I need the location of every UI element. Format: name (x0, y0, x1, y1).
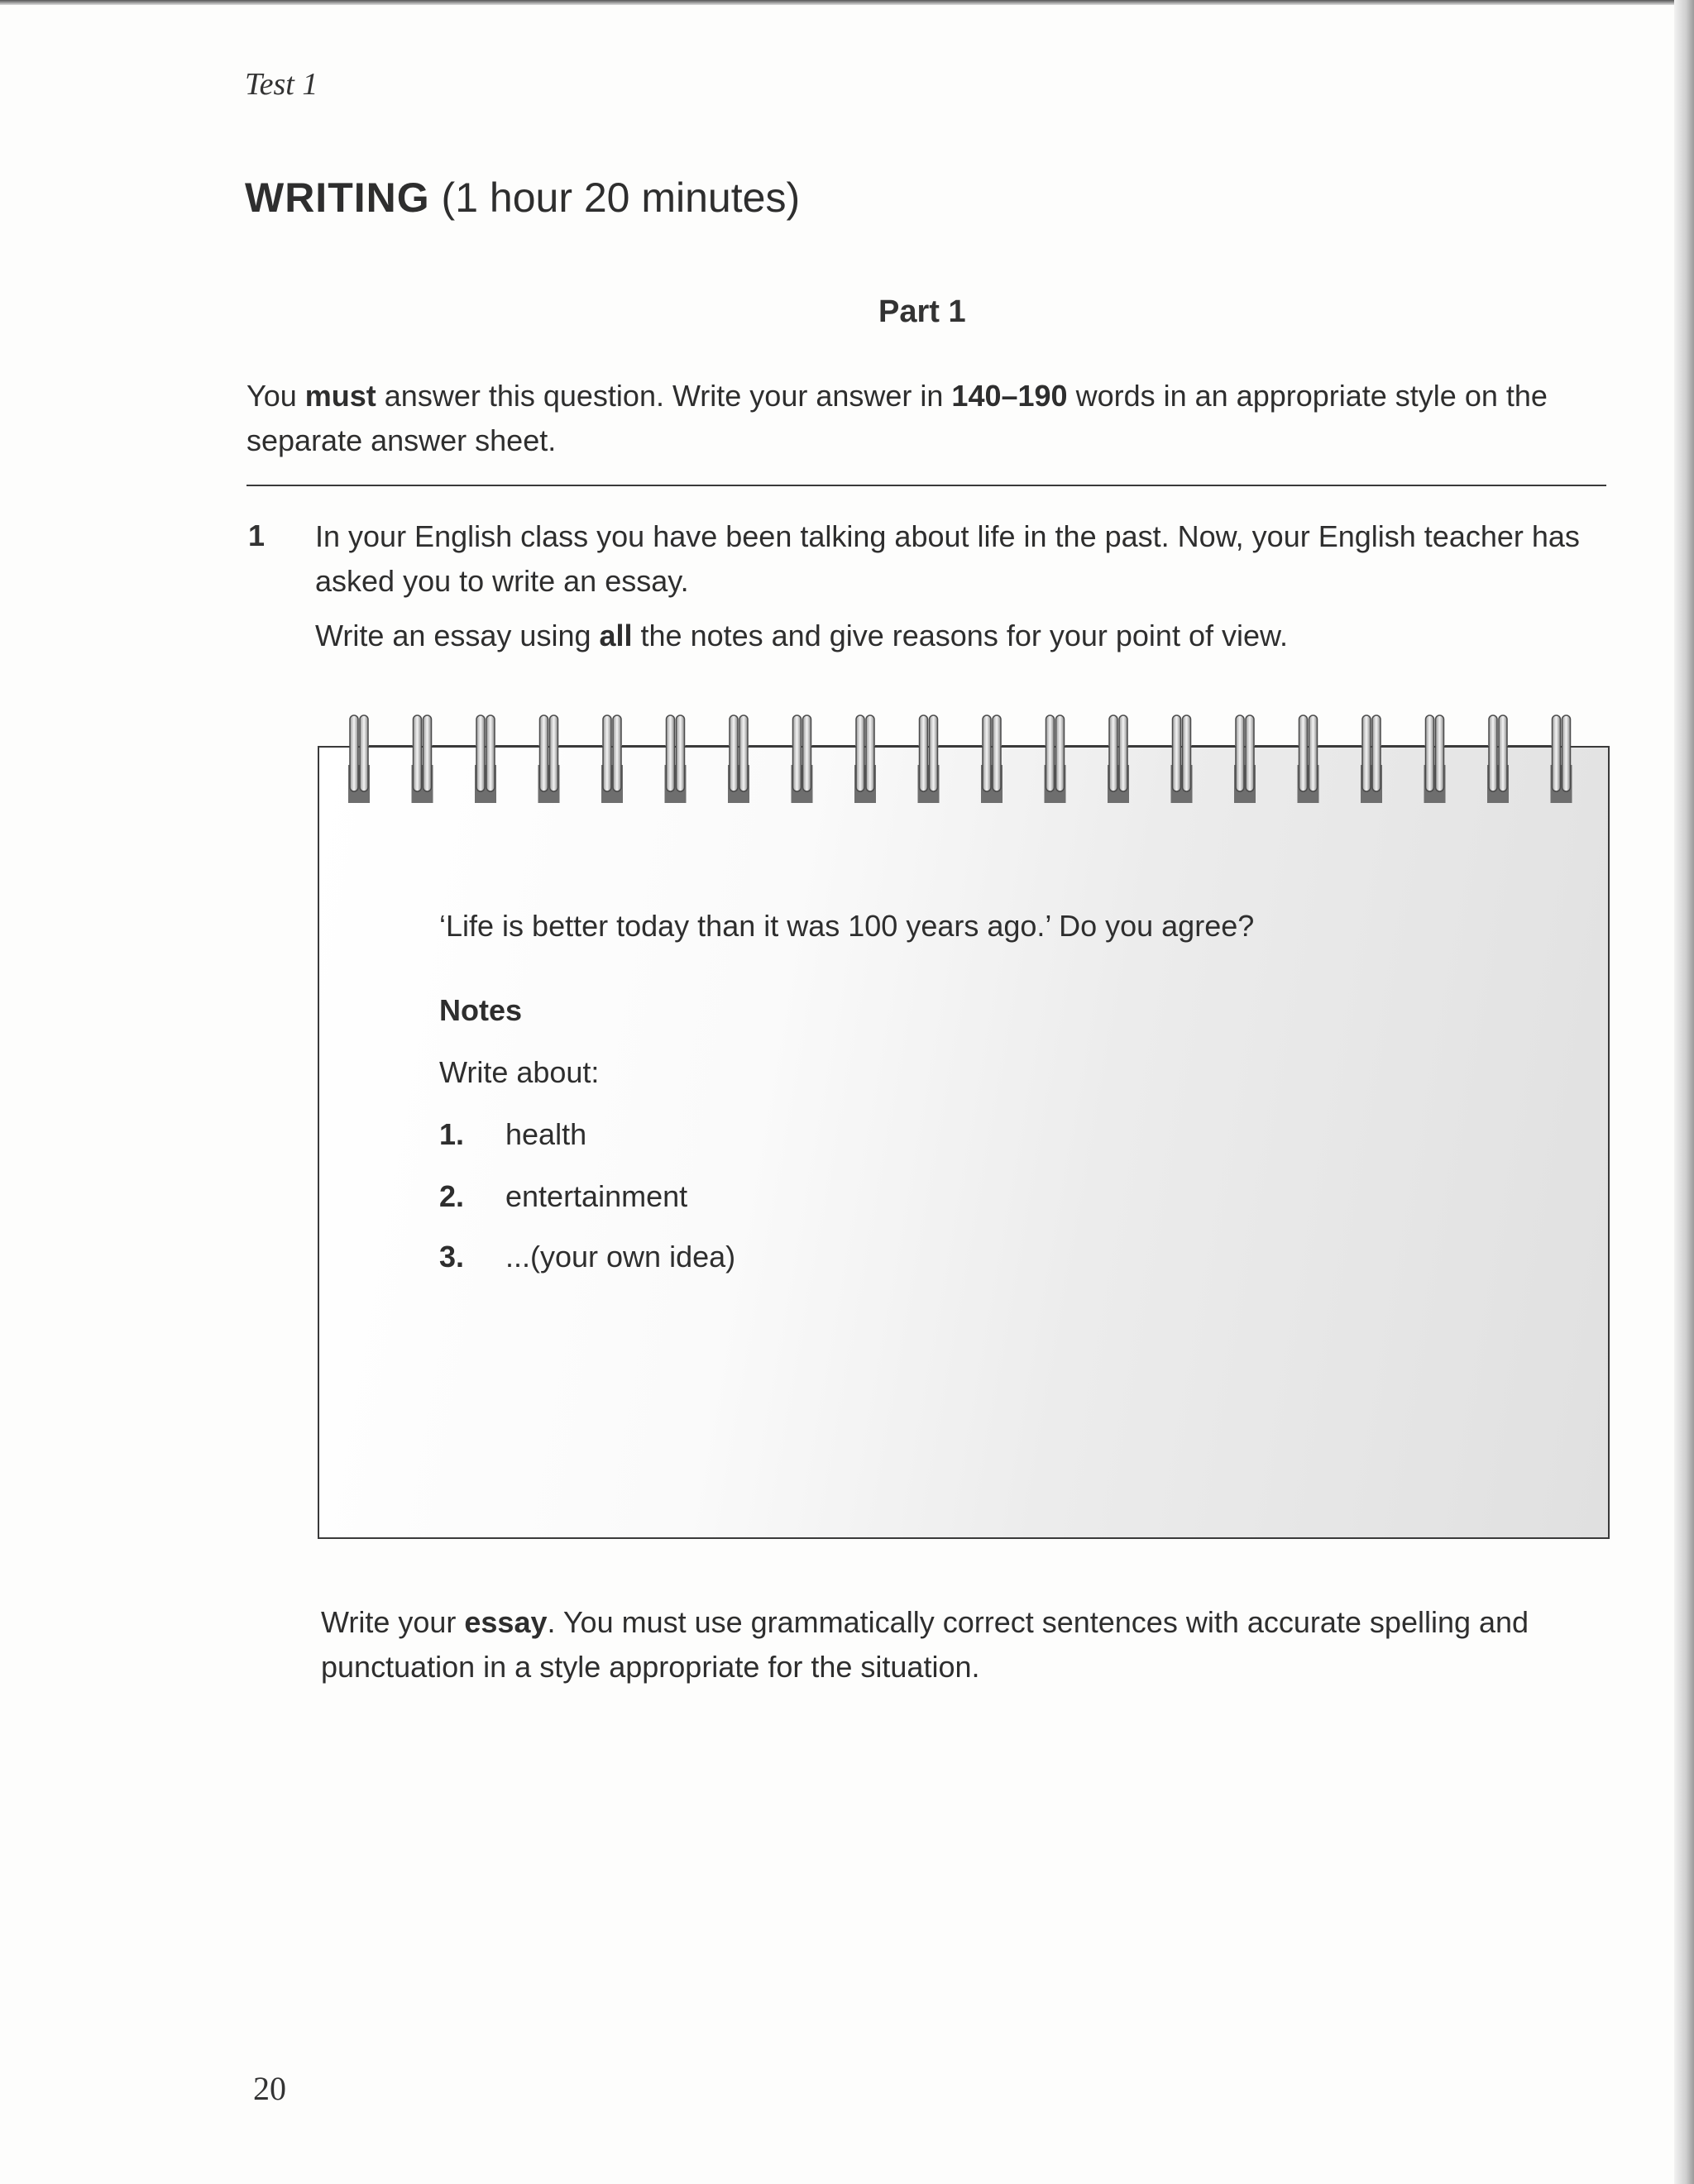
section-title (245, 174, 800, 222)
question-instruction-emphasis: all (599, 619, 633, 652)
spiral-ring (412, 715, 476, 803)
notepad-illustration (318, 746, 1610, 1539)
notes-item (439, 1240, 735, 1274)
spiral-ring (1298, 715, 1362, 803)
spiral-ring (854, 715, 919, 803)
instructions-text: words in an appropriate style on the separate answer sheet. (246, 379, 1548, 457)
spiral-ring (348, 715, 413, 803)
spiral-ring (538, 715, 603, 803)
spiral-ring (475, 715, 539, 803)
question-instruction-text: Write an essay using (315, 619, 600, 652)
instructions-text: answer this question. Write your answer in (376, 379, 952, 413)
section-title-label: WRITING (245, 174, 430, 221)
write-about-label: Write about: (439, 1055, 600, 1089)
closing-text: . You must use grammatically correct sentences with accurate spelling and punctuation in a style appropriate for the situation. (321, 1605, 1529, 1684)
spiral-ring (792, 715, 856, 803)
notes-item-number: 3. (439, 1240, 465, 1274)
section-duration: (1 hour 20 minutes) (441, 174, 801, 221)
running-head: Test 1 (245, 67, 318, 102)
question-prompt: In your English class you have been talking about life in the past. Now, your English teacher has asked you to write an essay. (315, 519, 1580, 598)
divider-rule (246, 485, 1606, 486)
spiral-ring (1171, 715, 1236, 803)
notes-item-text: ...(your own idea) (505, 1240, 736, 1274)
closing-text: Write your (321, 1605, 465, 1639)
instructions-emphasis-must: must (304, 379, 376, 413)
spiral-ring (1108, 715, 1172, 803)
spiral-ring (981, 715, 1046, 803)
question-number: 1 (248, 519, 266, 552)
notes-item-text: entertainment (505, 1179, 688, 1213)
instructions-word-count: 140–190 (951, 379, 1068, 413)
question-instruction-text: the notes and give reasons for your point of view. (632, 619, 1289, 652)
notes-heading: Notes (439, 993, 523, 1027)
essay-question: ‘Life is better today than it was 100 years ago.’ Do you agree? (439, 909, 1255, 943)
spiral-ring (601, 715, 666, 803)
page-binding-edge (1674, 0, 1694, 2184)
part-title: Part 1 (878, 294, 966, 329)
notes-item-text: health (505, 1117, 587, 1151)
spiral-ring (1424, 715, 1489, 803)
spiral-ring (665, 715, 730, 803)
spiral-ring (1361, 715, 1425, 803)
spiral-ring (728, 715, 792, 803)
instructions-text: You (246, 379, 305, 413)
spiral-ring (1234, 715, 1299, 803)
closing-emphasis-essay: essay (464, 1605, 548, 1639)
spiral-ring (1045, 715, 1109, 803)
notes-item (439, 1179, 687, 1214)
part-instructions (246, 374, 1611, 463)
question-instruction (315, 619, 1288, 653)
spiral-ring (1487, 715, 1552, 803)
spiral-binding-rings (318, 707, 1610, 806)
notes-item-number: 1. (439, 1117, 465, 1151)
page-number: 20 (253, 2070, 286, 2107)
closing-instructions (321, 1600, 1611, 1689)
page-top-edge (0, 0, 1694, 5)
spiral-ring (1551, 715, 1572, 803)
notes-item (439, 1117, 586, 1152)
notes-item-number: 2. (439, 1179, 465, 1213)
spiral-ring (918, 715, 983, 803)
